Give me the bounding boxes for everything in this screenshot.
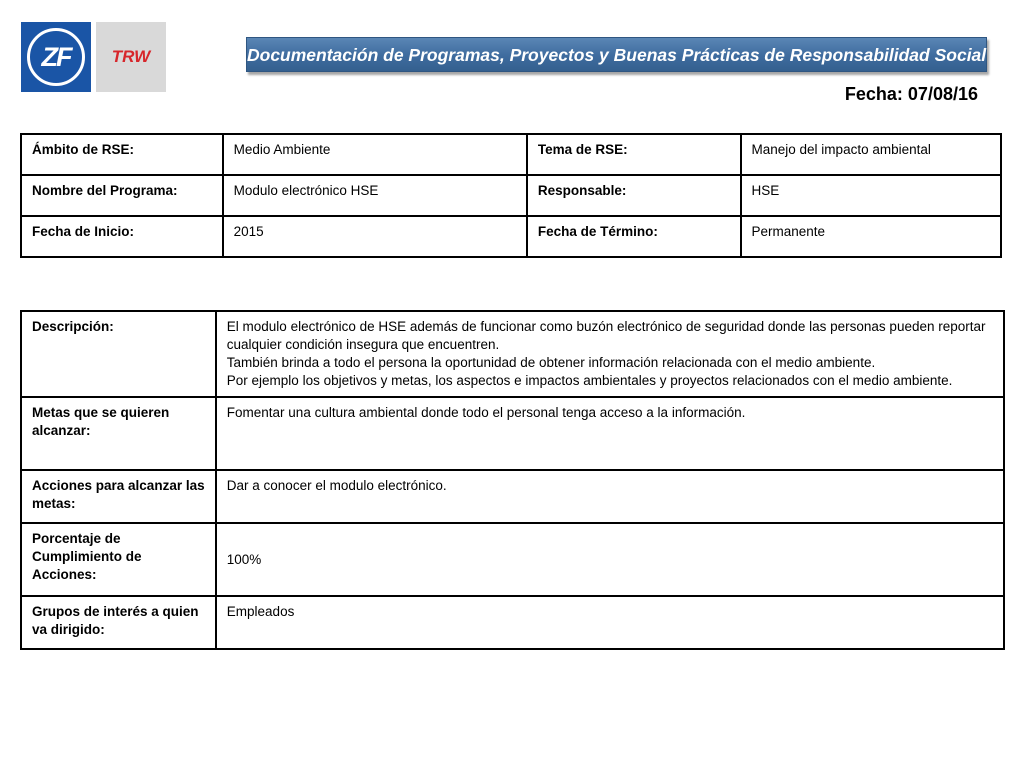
- metas-value: Fomentar una cultura ambiental donde todo el personal tenga acceso a la información.: [216, 397, 1004, 470]
- grupos-label: Grupos de interés a quien va dirigido:: [21, 596, 216, 649]
- descripcion-value: [216, 311, 1004, 397]
- porcentaje-value: 100%: [216, 523, 1004, 596]
- table-row: [21, 596, 1004, 649]
- table-row: [21, 216, 1001, 257]
- descripcion-line: El modulo electrónico de HSE además de funcionar como buzón electrónico de seguridad donde las personas pueden reportar cualquier condición insegura que encuentren.: [226, 319, 986, 352]
- responsable-label: Responsable:: [527, 175, 741, 216]
- program-info-table: [20, 133, 1002, 258]
- nombre-value: Modulo electrónico HSE: [223, 175, 527, 216]
- acciones-label: Acciones para alcanzar las metas:: [21, 470, 216, 523]
- table-row: [21, 175, 1001, 216]
- porcentaje-label: Porcentaje de Cumplimiento de Acciones:: [21, 523, 216, 596]
- program-details-table: [20, 310, 1005, 650]
- tema-value: Manejo del impacto ambiental: [741, 134, 1001, 175]
- tema-label: Tema de RSE:: [527, 134, 741, 175]
- table-row: [21, 523, 1004, 596]
- table-row: [21, 470, 1004, 523]
- ambito-value: Medio Ambiente: [223, 134, 527, 175]
- table-row: [21, 397, 1004, 470]
- ambito-label: Ámbito de RSE:: [21, 134, 223, 175]
- termino-label: Fecha de Término:: [527, 216, 741, 257]
- date-label: Fecha: 07/08/16: [844, 84, 978, 104]
- page-title-banner: Documentación de Programas, Proyectos y Buenas Prácticas de Responsabilidad Social: [246, 37, 987, 72]
- metas-label: Metas que se quieren alcanzar:: [21, 397, 216, 470]
- inicio-value: 2015: [223, 216, 527, 257]
- zf-logo-text: ZF: [27, 28, 85, 86]
- table-row: [21, 311, 1004, 397]
- zf-logo: [21, 22, 91, 92]
- grupos-value: Empleados: [216, 596, 1004, 649]
- termino-value: Permanente: [741, 216, 1001, 257]
- descripcion-label: Descripción:: [21, 311, 216, 397]
- descripcion-line: Por ejemplo los objetivos y metas, los aspectos e impactos ambientales y proyectos relacionados con el medio ambiente.: [226, 373, 953, 388]
- table-row: [21, 134, 1001, 175]
- trw-logo: [96, 22, 166, 92]
- trw-logo-text: TRW: [111, 47, 151, 66]
- descripcion-line: También brinda a todo el persona la oportunidad de obtener información relacionada con el medio ambiente.: [226, 355, 876, 370]
- responsable-value: HSE: [741, 175, 1001, 216]
- inicio-label: Fecha de Inicio:: [21, 216, 223, 257]
- nombre-label: Nombre del Programa:: [21, 175, 223, 216]
- acciones-value: Dar a conocer el modulo electrónico.: [216, 470, 1004, 523]
